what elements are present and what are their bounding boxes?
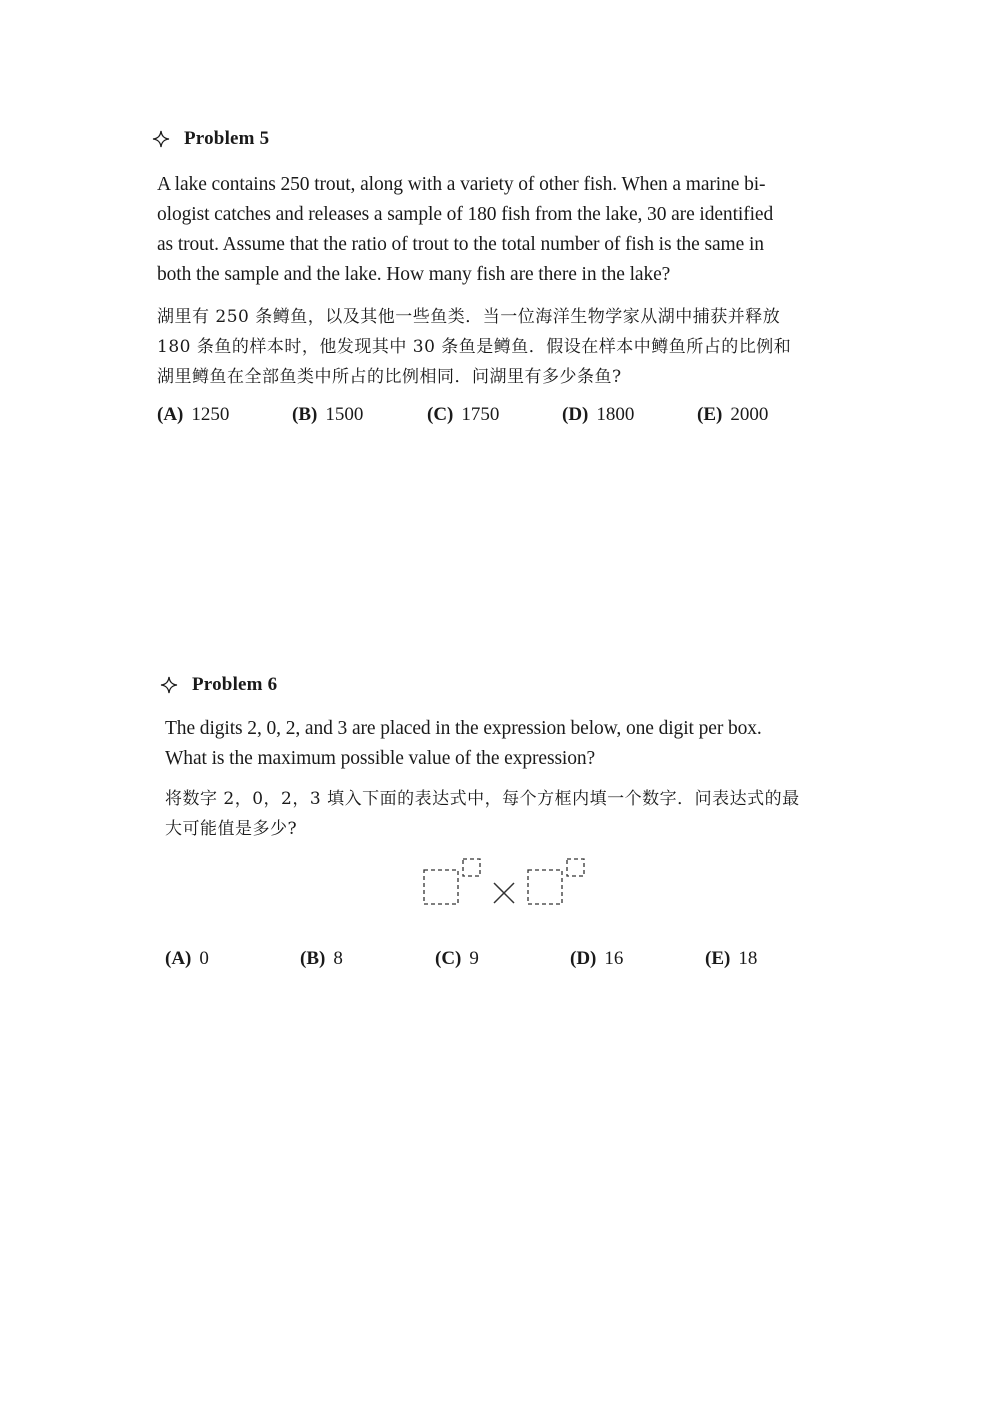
text-line: 大可能值是多少? — [165, 819, 298, 839]
text-line: 将数字 2，0，2，3 填入下面的表达式中，每个方框内填一个数字．问表达式的最 — [165, 789, 800, 809]
text-line: 180 条鱼的样本时，他发现其中 30 条鱼是鳟鱼．假设在样本中鳟鱼所占的比例和 — [157, 337, 792, 357]
choice-value: 9 — [469, 948, 479, 969]
choice-label: (B) — [300, 948, 326, 969]
text-line: both the sample and the lake. How many fish are there in the lake? — [157, 264, 671, 285]
text-line: What is the maximum possible value of the expression? — [165, 748, 596, 769]
choice-value: 0 — [199, 948, 209, 969]
four-point-star-icon — [160, 676, 178, 694]
problem-5-title: Problem 5 — [184, 128, 270, 149]
choice-value: 18 — [738, 948, 758, 969]
choice-label: (A) — [165, 948, 192, 969]
problem-6-choices — [165, 948, 860, 970]
problem-6-chinese-text — [165, 784, 860, 844]
problem-5-choices — [157, 404, 852, 426]
choice-label: (B) — [292, 404, 318, 425]
problem-5-chinese-text — [157, 302, 852, 392]
text-line: A lake contains 250 trout, along with a variety of other fish. When a marine bi- — [157, 174, 766, 195]
problem-6-english-text — [165, 714, 860, 774]
choice-d[interactable] — [562, 404, 697, 426]
base-box-left — [424, 870, 458, 904]
choice-value: 1250 — [191, 404, 230, 425]
base-box-right — [528, 870, 562, 904]
choice-value: 16 — [604, 948, 624, 969]
problem-5-heading — [152, 124, 852, 154]
choice-e[interactable] — [705, 948, 840, 970]
expression-diagram — [160, 856, 860, 928]
choice-c[interactable] — [435, 948, 570, 970]
four-point-star-icon — [152, 130, 170, 148]
choice-a[interactable] — [165, 948, 300, 970]
choice-b[interactable] — [300, 948, 435, 970]
problem-6 — [160, 670, 860, 970]
choice-label: (E) — [705, 948, 731, 969]
text-line: as trout. Assume that the ratio of trout to the total number of fish is the same in — [157, 234, 764, 255]
text-line: ologist catches and releases a sample of 180 fish from the lake, 30 are identified — [157, 204, 774, 225]
choice-label: (E) — [697, 404, 723, 425]
choice-value: 1800 — [596, 404, 635, 425]
choice-b[interactable] — [292, 404, 427, 426]
choice-e[interactable] — [697, 404, 832, 426]
exponent-box-left — [463, 859, 480, 876]
choice-d[interactable] — [570, 948, 705, 970]
text-line: 湖里有 250 条鳟鱼，以及其他一些鱼类．当一位海洋生物学家从湖中捕获并释放 — [157, 307, 781, 327]
choice-value: 8 — [333, 948, 343, 969]
choice-label: (D) — [562, 404, 589, 425]
dashed-box-power-times-dashed-box-power-diagram — [418, 856, 588, 906]
choice-label: (A) — [157, 404, 184, 425]
text-line: 湖里鳟鱼在全部鱼类中所占的比例相同．问湖里有多少条鱼? — [157, 367, 622, 387]
problem-6-heading — [160, 670, 860, 700]
choice-a[interactable] — [157, 404, 292, 426]
choice-label: (D) — [570, 948, 597, 969]
problem-6-title: Problem 6 — [192, 674, 278, 695]
choice-value: 2000 — [730, 404, 769, 425]
choice-c[interactable] — [427, 404, 562, 426]
exponent-box-right — [567, 859, 584, 876]
problem-5 — [152, 124, 852, 426]
times-icon — [494, 883, 514, 903]
text-line: The digits 2, 0, 2, and 3 are placed in the expression below, one digit per box. — [165, 718, 762, 739]
choice-label: (C) — [427, 404, 454, 425]
choice-value: 1750 — [461, 404, 500, 425]
problem-5-english-text — [157, 170, 852, 290]
choice-value: 1500 — [325, 404, 364, 425]
choice-label: (C) — [435, 948, 462, 969]
